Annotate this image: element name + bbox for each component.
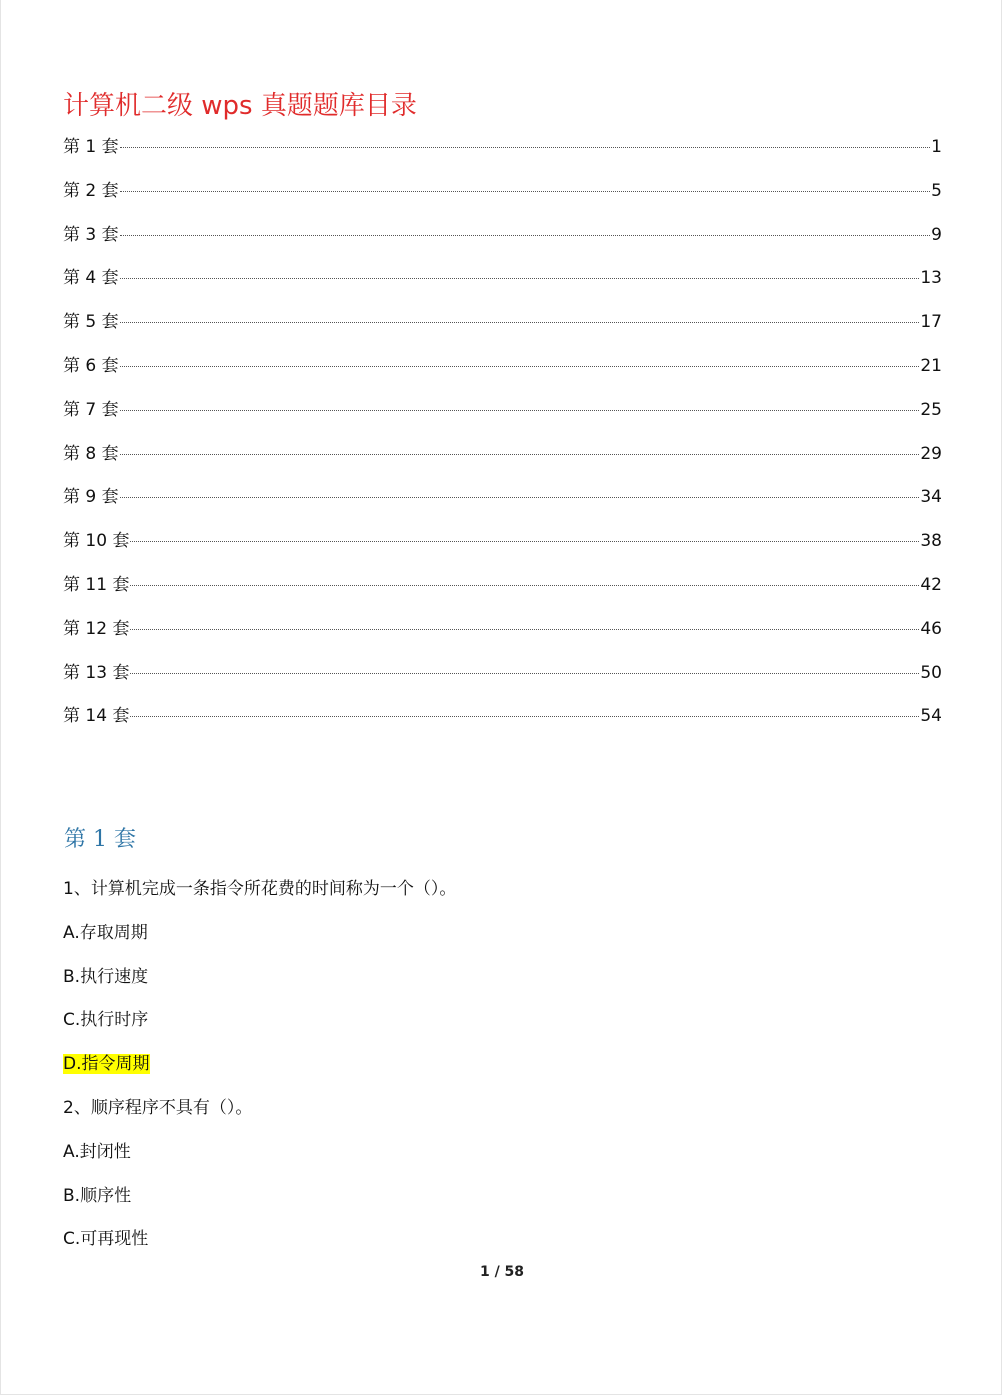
toc-entry-label: 第 5 套 xyxy=(63,312,119,333)
toc-entry[interactable] xyxy=(63,568,942,612)
toc-entry[interactable] xyxy=(63,656,942,700)
toc-entry[interactable] xyxy=(63,612,942,656)
toc-entry-page: 1 xyxy=(931,137,942,157)
toc-entry[interactable] xyxy=(63,218,942,262)
answer-option xyxy=(63,915,943,959)
toc-dot-leader xyxy=(130,673,919,674)
question-text-content: 1、计算机完成一条指令所花费的时间称为一个（）。 xyxy=(63,879,457,899)
toc-entry-label: 第 2 套 xyxy=(63,180,119,201)
highlighted-answer-text: D.指令周期 xyxy=(63,1054,150,1075)
toc-entry-label: 第 9 套 xyxy=(63,487,119,508)
answer-option-text: B.执行速度 xyxy=(63,966,149,987)
toc-title: 计算机二级 wps 真题题库目录 xyxy=(63,91,417,121)
toc-dot-leader xyxy=(130,716,919,717)
toc-entry[interactable] xyxy=(63,305,942,349)
answer-option-correct xyxy=(63,1046,943,1090)
toc-dot-leader xyxy=(120,410,920,411)
table-of-contents xyxy=(63,130,942,743)
toc-entry-page: 21 xyxy=(920,355,942,376)
toc-entry[interactable] xyxy=(63,130,942,174)
answer-option xyxy=(63,1002,943,1046)
question-text-content: 2、顺序程序不具有（）。 xyxy=(63,1097,253,1118)
toc-entry-label: 第 7 套 xyxy=(63,399,119,420)
toc-dot-leader xyxy=(120,322,920,323)
toc-entry-page: 54 xyxy=(920,706,942,727)
toc-entry-label: 第 13 套 xyxy=(63,662,130,683)
toc-entry-label: 第 1 套 xyxy=(63,137,119,157)
toc-entry[interactable] xyxy=(63,261,942,305)
toc-dot-leader xyxy=(130,541,919,542)
answer-option-text: C.可再现性 xyxy=(63,1229,149,1250)
toc-entry-page: 13 xyxy=(920,268,942,289)
answer-option xyxy=(63,1221,943,1265)
toc-entry[interactable] xyxy=(63,174,942,218)
toc-dot-leader xyxy=(120,147,931,148)
toc-entry-label: 第 4 套 xyxy=(63,268,119,289)
toc-entry-page: 17 xyxy=(920,312,942,333)
toc-entry-label: 第 12 套 xyxy=(63,618,130,639)
toc-entry-label: 第 10 套 xyxy=(63,531,130,552)
answer-option-text: A.封闭性 xyxy=(63,1141,131,1162)
toc-entry-page: 34 xyxy=(920,487,942,508)
toc-entry-label: 第 14 套 xyxy=(63,706,130,727)
toc-dot-leader xyxy=(120,497,920,498)
toc-dot-leader xyxy=(120,454,920,455)
toc-entry[interactable] xyxy=(63,349,942,393)
answer-option-text: C.执行时序 xyxy=(63,1010,149,1031)
toc-dot-leader xyxy=(130,629,919,630)
toc-entry[interactable] xyxy=(63,480,942,524)
toc-entry-page: 5 xyxy=(931,180,942,201)
answer-option-text: A.存取周期 xyxy=(63,922,148,943)
toc-entry-label: 第 6 套 xyxy=(63,355,119,376)
question-text xyxy=(63,1090,943,1134)
toc-entry-page: 25 xyxy=(920,399,942,420)
toc-dot-leader xyxy=(120,235,931,236)
toc-entry-label: 第 8 套 xyxy=(63,443,119,464)
toc-entry-page: 46 xyxy=(920,618,942,639)
toc-dot-leader xyxy=(120,191,931,192)
section-heading: 第 1 套 xyxy=(64,827,136,852)
toc-dot-leader xyxy=(130,585,919,586)
toc-entry-page: 42 xyxy=(920,574,942,595)
answer-option xyxy=(63,1134,943,1178)
question-text xyxy=(63,871,943,915)
toc-entry[interactable] xyxy=(63,393,942,437)
toc-dot-leader xyxy=(120,278,920,279)
toc-entry-label: 第 3 套 xyxy=(63,224,119,245)
question-list xyxy=(63,871,943,1265)
toc-entry-page: 50 xyxy=(920,662,942,683)
answer-option xyxy=(63,1178,943,1222)
toc-entry-page: 9 xyxy=(931,224,942,245)
toc-entry-page: 38 xyxy=(920,531,942,552)
toc-entry-label: 第 11 套 xyxy=(63,574,130,595)
toc-entry[interactable] xyxy=(63,524,942,568)
toc-dot-leader xyxy=(120,366,920,367)
toc-entry[interactable] xyxy=(63,699,942,743)
answer-option-text: B.顺序性 xyxy=(63,1185,132,1206)
answer-option xyxy=(63,959,943,1003)
page-number: 1 / 58 xyxy=(479,1264,525,1280)
toc-entry-page: 29 xyxy=(920,443,942,464)
toc-entry[interactable] xyxy=(63,437,942,481)
